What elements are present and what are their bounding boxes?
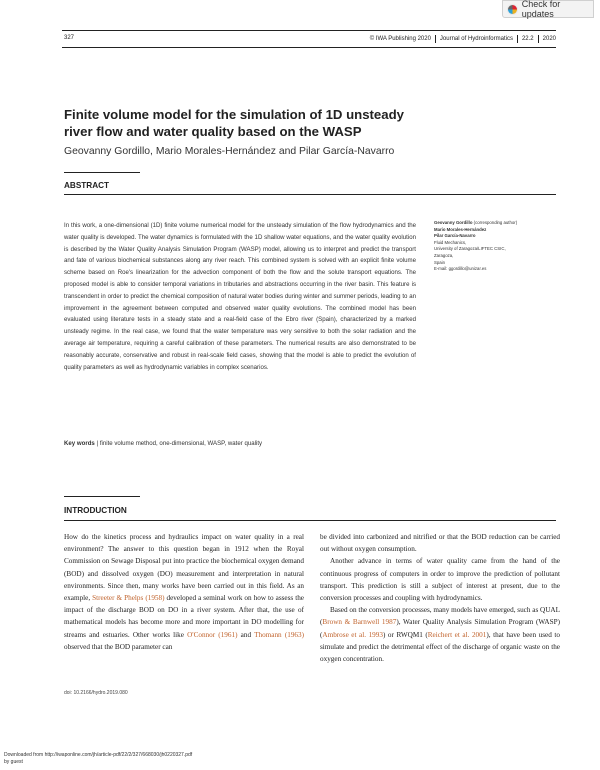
author-list: Geovanny Gordillo, Mario Morales-Hernández and Pilar García-Navarro [64, 146, 395, 157]
intro-divider [64, 520, 556, 521]
aff-email[interactable]: E-mail: ggordillo@unizar.es [434, 266, 487, 272]
crossmark-icon [507, 4, 518, 15]
intro-p1-text: and [240, 630, 252, 639]
abstract-text: In this work, a one-dimensional (1D) finite volume numerical model for the unsteady simulation of the flow hydrodynamics and the water quality is developed. The water dynamics is formulated with the 1D shallow water equations, and the water quality evolution is described by the Water Quality Analysis Simulation Program (WASP) model, allowing us to interpret and predict the transport and fate of various biochemical substances along any river reach. This combined system is solved with an explicit finite volume scheme based on Roe's linearization for the advection component of both the flow and the solute transport equations. The proposed model is able to consider temporal variations in tributaries and abstractions occurring in the river basin. This feature is transcendent in order to predict the chemical composition of natural water bodies during winter and summer periods, leading to an improvement in the agreement between computed and observed water quality evolutions. The combined model has been evaluated using literature tests in a steady state and a real-field case of the Ebro river (Spain), characterized by a marked unsteady regime. In the real case, we found that the water temperature was very sensitive to both the solar radiation and the average air temperature, requiring a careful calibration of these parameters. The numerical results are also demonstrated to be reasonably accurate, conservative and robust in real-scale field cases, showing that the model is able to predict the evolution of quality parameters as well as hydrodynamic variables in complex scenarios. [64, 222, 416, 371]
intro-heading: INTRODUCTION [64, 506, 127, 515]
doi[interactable]: doi: 10.2166/hydro.2019.080 [64, 690, 128, 696]
keywords [64, 440, 262, 447]
abstract-rule [64, 172, 140, 173]
keywords-separator: | [96, 440, 100, 447]
article-title: Finite volume model for the simulation of 1D unsteady river flow and water quality based on the WASP [64, 107, 404, 139]
intro-p4-text: ), Water Quality Analysis Simulation Program (WASP) ( [320, 618, 560, 639]
year: 2020 [542, 36, 556, 42]
aff-author-1: Geovanny Gordillo [434, 220, 473, 225]
aff-city: Zaragoza, [434, 252, 454, 258]
aff-country: Spain [434, 259, 445, 265]
citation-link[interactable]: Thomann (1963) [254, 630, 304, 639]
citation-link[interactable]: Streeter & Phelps (1958) [92, 594, 165, 603]
header-separator [435, 35, 436, 43]
aff-author-3: Pilar García-Navarro [434, 233, 476, 239]
header-rule-top [62, 30, 556, 31]
check-for-updates-label: Check for updates [521, 0, 561, 19]
aff-university: University of Zaragoza/LIFTEC CSIC, [434, 246, 506, 252]
intro-p1-text: developed a seminal work on how to assess the impact of the discharge BOD on DO in a river system. After that, the use of mathematical models has become more and more important in DO modelling for streams and estuaries. Other works like [64, 594, 304, 639]
keywords-list: finite volume method, one-dimensional, WASP, water quality [99, 440, 263, 447]
intro-p3: Another advance in terms of water quality came from the hand of the continuous progress of computers in order to improve the prediction of pollutant transport. This prediction is still a subject of interest at present, due to the conversion processes and coupling with hydrodynamics. [320, 557, 560, 603]
intro-column-left [64, 531, 304, 653]
citation-link[interactable]: Brown & Barnwell 1987 [322, 618, 397, 627]
intro-p1-text: observed that the BOD parameter can [64, 642, 173, 651]
download-note: Downloaded from http://iwaponline.com/jh/article-pdf/22/2/327/668030/jh0220327.pdf [4, 752, 193, 758]
intro-p4-text: Based on the conversion processes, many models have emerged, such as QUAL ( [320, 606, 561, 627]
intro-p2: be divided into carbonized and nitrified or that the BOD reduction can be carried out without oxygen consumption. [320, 533, 560, 554]
intro-column-right [320, 531, 560, 665]
copyright: © IWA Publishing 2020 [369, 36, 431, 42]
aff-corresponding-note: (corresponding author) [473, 220, 518, 225]
volume-issue: 22.2 [521, 36, 534, 42]
header-separator [517, 35, 518, 43]
intro-p4-text: ) or RWQM1 ( [382, 630, 428, 639]
intro-rule [64, 496, 140, 497]
running-header [64, 35, 556, 47]
citation-link[interactable]: Reichert et al. 2001 [427, 630, 487, 639]
aff-dept: Fluid Mechanics, [434, 239, 467, 245]
intro-p4-text: ), that have been used to simulate and predict the detrimental effect of the discharge of organic waste on the oxygen concentration. [320, 630, 560, 664]
citation-link[interactable]: O'Connor (1961) [187, 630, 238, 639]
keywords-label: Key words [64, 440, 95, 447]
header-rule-bottom [62, 47, 556, 48]
abstract-heading: ABSTRACT [64, 181, 110, 190]
header-separator [538, 35, 539, 43]
aff-author-2: Mario Morales-Hernández [434, 226, 487, 232]
download-by: by guest [4, 759, 23, 765]
author-affiliations [434, 220, 564, 273]
abstract-divider [64, 194, 556, 195]
citation-link[interactable]: Ambrose et al. 1993 [322, 630, 383, 639]
intro-p1-text: How do the kinetics process and hydraulics impact on water quality in a real environment? The answer to this question began in 1912 when the Royal Commission on Sewage Disposal put into practice the biochemical oxygen demand (BOD) and dissolved oxygen (DO) measurement and interpretation in natural environments. Since then, many works have been carried out in this field. As an example, [64, 533, 304, 603]
check-for-updates-badge[interactable] [502, 0, 594, 18]
page-number: 327 [64, 35, 75, 41]
journal-name: Journal of Hydroinformatics [439, 36, 513, 42]
